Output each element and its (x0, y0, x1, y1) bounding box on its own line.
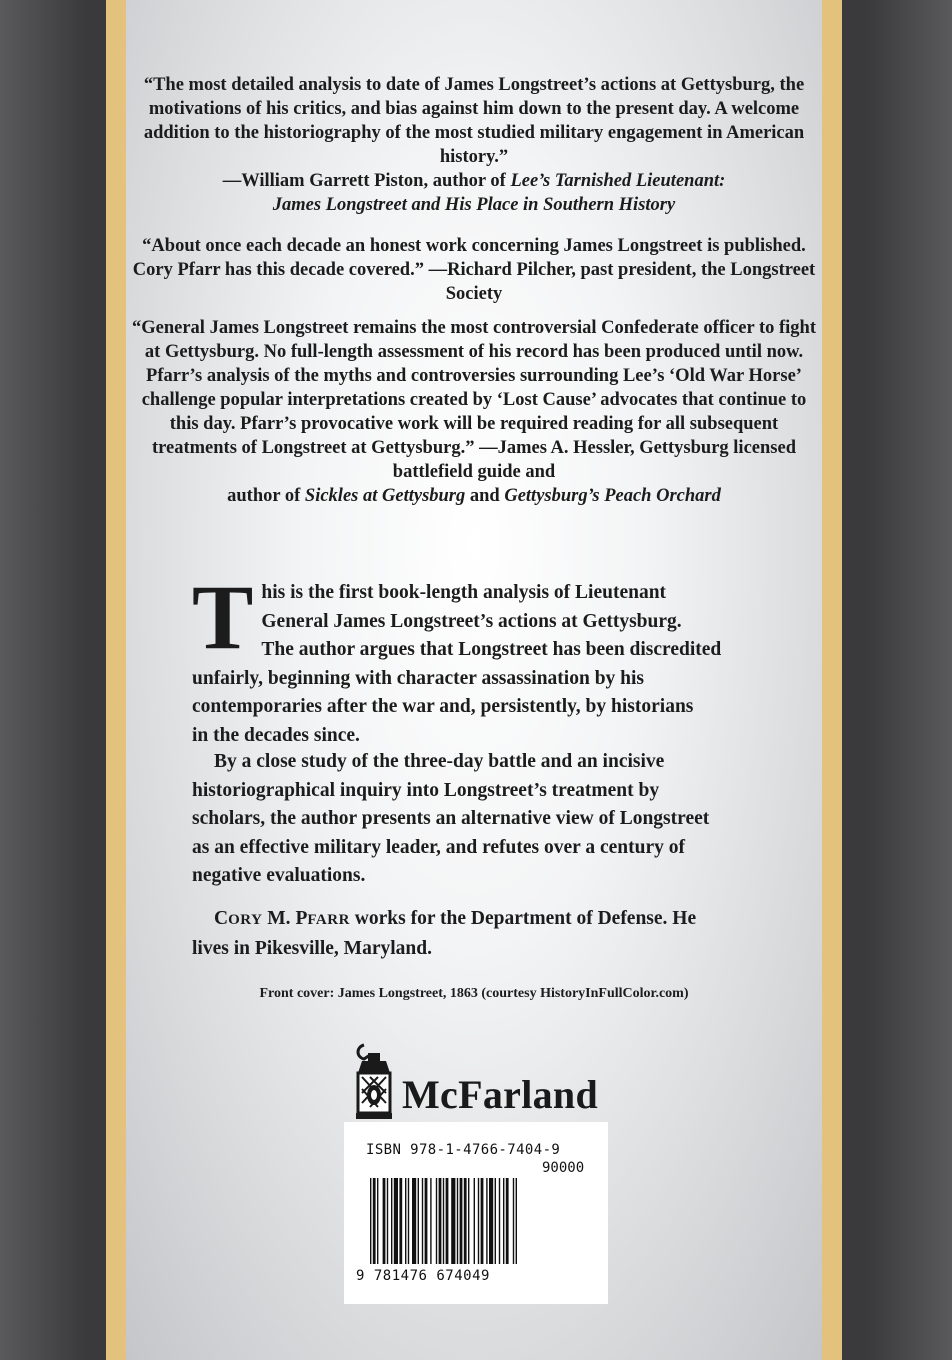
quote-line: this day. Pfarr’s provocative work will be required reading for all (169, 414, 686, 434)
gold-border-right (822, 0, 842, 1360)
cover-credit: Front cover: James Longstreet, 1863 (courtesy HistoryInFullColor.com) (259, 986, 689, 1001)
barcode-bar (412, 1178, 416, 1264)
quote-line: most studied military engagement in American history.” (434, 123, 805, 167)
barcode-bar (418, 1178, 419, 1264)
barcode-bar (464, 1178, 467, 1264)
barcode-bar (516, 1178, 517, 1264)
barcode-bar (430, 1178, 431, 1264)
isbn-barcode (344, 1122, 608, 1304)
barcode-digits: 9 781476 674049 (356, 1268, 490, 1284)
quote-attribution: author of Sickles at Gettysburg and Gettysburg’s Peach Orchard (227, 486, 721, 506)
barcode-bars (366, 1178, 586, 1268)
barcode-bar (506, 1178, 509, 1264)
barcode-bar (481, 1178, 484, 1264)
barcode-bar (436, 1178, 437, 1264)
barcode-bar (408, 1178, 409, 1264)
barcode-bar (513, 1178, 514, 1264)
barcode-bar (446, 1178, 449, 1264)
barcode-bar (451, 1178, 455, 1264)
quote-attribution: —Richard Pilcher, past president, the Longstreet Society (428, 260, 816, 304)
barcode-bar (457, 1178, 458, 1264)
barcode-bar (503, 1178, 504, 1264)
quote-line: “About once each decade an honest work concerning James Longstreet (142, 236, 703, 256)
author-bio: CORY M. PFARR works for the Department of Defense. He lives in Pikesville, Maryland. (192, 908, 697, 959)
barcode-bar (391, 1178, 392, 1264)
barcode-bar (495, 1178, 496, 1264)
barcode-bar (489, 1178, 493, 1264)
book-title: Sickles at Gettysburg (304, 486, 466, 506)
barcode-bar (383, 1178, 386, 1264)
barcode-bar (439, 1178, 442, 1264)
barcode-bar (394, 1178, 398, 1264)
book-title: Lee’s Tarnished Lieutenant: (510, 171, 726, 191)
publisher-name: McFarland (402, 1072, 599, 1117)
quote-attribution: —William Garrett Piston, author of Lee’s Tarnished Lieutenant: (222, 171, 726, 191)
barcode-bar (399, 1178, 402, 1264)
publisher-logo (350, 1043, 610, 1123)
quote-attribution: —James A. Hessler, Gettysburg licensed battlefield guide and (392, 438, 796, 482)
price-code: 90000 (542, 1160, 585, 1176)
quote-line: “The most detailed analysis to date of James Longstreet’s actions at (143, 75, 677, 95)
description-paragraph-1: T his is the first book-length analysis of Lieutenant General James Longstreet’s actions at Gettysburg. The author argues that Longstreet has been discredited unfairly, beginning with character assassination by his contemporaries after the war and, persistently, by historians in the decades since. (192, 566, 722, 746)
drop-cap: T (192, 566, 254, 668)
barcode-bar (405, 1178, 406, 1264)
barcode-bar (460, 1178, 463, 1264)
quote-line: interpretations created by ‘Lost Cause’ advocates that continue to (287, 390, 807, 410)
barcode-bar (370, 1178, 371, 1264)
lantern-logo-icon (350, 1043, 398, 1123)
book-title: Gettysburg’s Peach Orchard (504, 486, 721, 506)
gold-border-left (106, 0, 126, 1360)
barcode-bar (422, 1178, 423, 1264)
quote-line: Gettysburg, the motivations of his critics, and bias against him down (148, 75, 805, 119)
barcode-bar (443, 1178, 444, 1264)
barcode-bar (499, 1178, 500, 1264)
barcode-bar (425, 1178, 428, 1264)
barcode-bar (468, 1178, 469, 1264)
quote-line: to the present day. A welcome addition to the historiography of the (143, 99, 800, 143)
barcode-bar (474, 1178, 475, 1264)
quote-line: “General James Longstreet remains the most controversial Confederate (132, 318, 699, 338)
review-quote-3 (126, 316, 822, 508)
quote-line: is published. Cory Pfarr has this decade covered.” (132, 236, 806, 280)
book-title: James Longstreet and His Place in Southern History (272, 195, 676, 215)
barcode-bar (377, 1178, 378, 1264)
barcode-bar (387, 1178, 388, 1264)
description-paragraph-2: By a close study of the three-day battle and an incisive historiographical inquiry into Longstreet’s treatment by scholars, the author presents an alternative view of Longstreet as an effective military leader, and refutes over a century of negative evaluations. (192, 751, 710, 887)
barcode-bar (486, 1178, 487, 1264)
isbn-text: ISBN 978-1-4766-7404-9 (366, 1142, 561, 1158)
quote-line: has been produced until now. Pfarr’s analysis of the myths and (146, 342, 804, 386)
cover-panel (126, 0, 822, 1360)
review-quote-2 (126, 234, 822, 306)
barcode-bar (478, 1178, 479, 1264)
quote-line: officer to fight at Gettysburg. No full-length assessment of his record (144, 318, 816, 362)
review-quote-1 (126, 73, 822, 217)
barcode-bar (373, 1178, 376, 1264)
quote-line: controversies surrounding Lee’s ‘Old War Horse’ challenge popular (141, 366, 802, 410)
quote-line: subsequent treatments of Longstreet at Gettysburg.” (151, 414, 779, 458)
